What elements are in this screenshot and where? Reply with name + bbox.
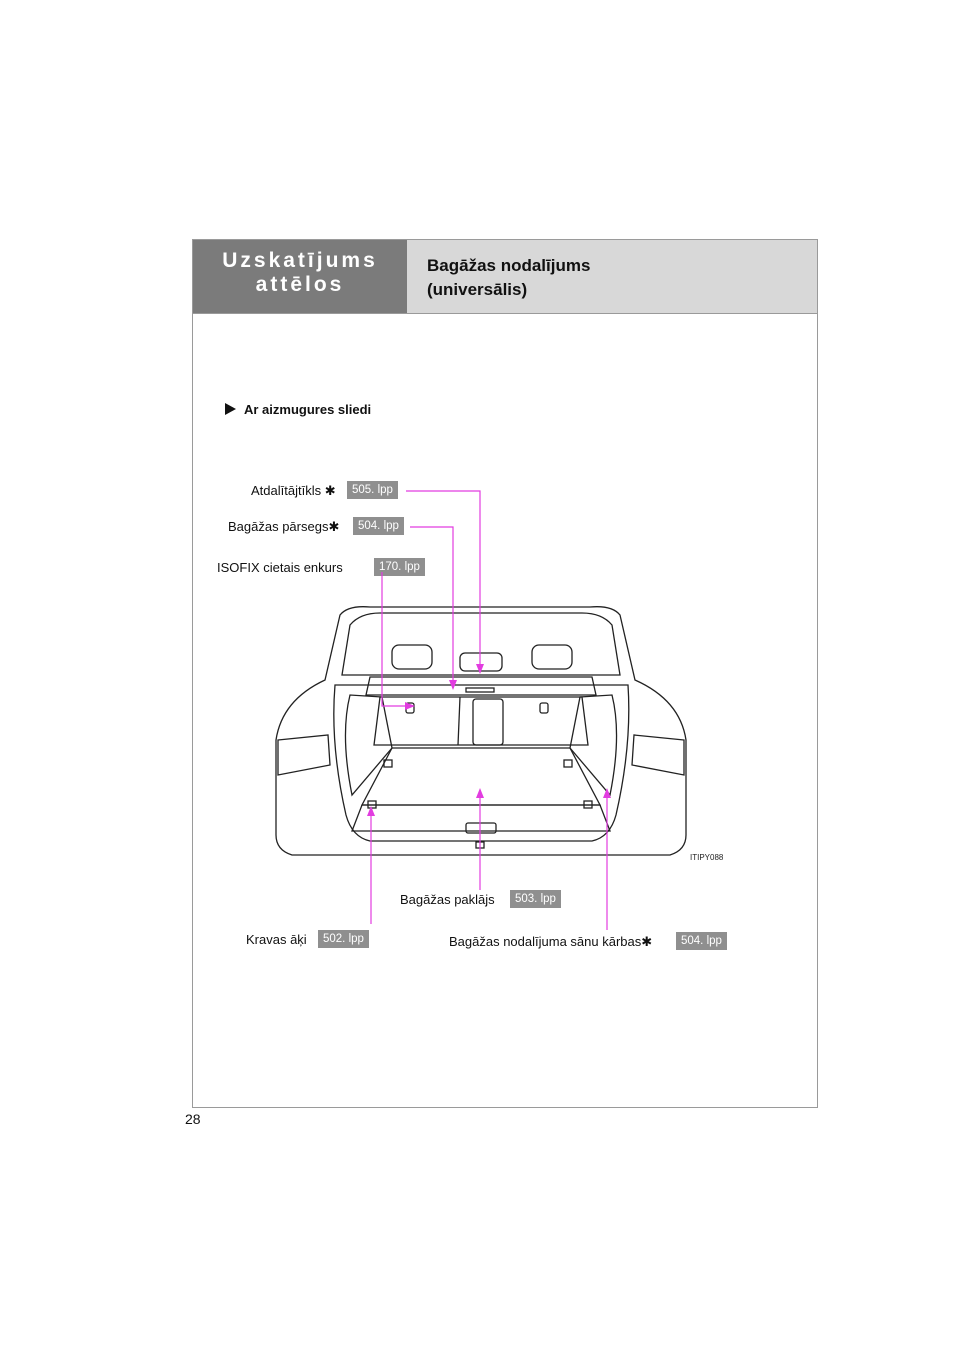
section-heading-text: Ar aizmugures sliedi (244, 402, 372, 417)
callout-label-isofix: ISOFIX cietais enkurs (217, 560, 343, 575)
chapter-tab-line2: attēlos (255, 273, 345, 296)
page-title-line1: Bagāžas nodalījums (427, 256, 591, 275)
callout-ref-cargo-hooks[interactable]: 502. lpp (318, 930, 369, 948)
section-heading (225, 402, 371, 417)
page-number: 28 (185, 1111, 201, 1127)
callout-label-partition-net: Atdalītājtīkls ✱ (251, 483, 336, 498)
callout-label-luggage-mat: Bagāžas paklājs (400, 892, 495, 907)
chapter-tab-line1: Uzskatījums (222, 249, 378, 272)
callout-ref-cargo-cover[interactable]: 504. lpp (353, 517, 404, 535)
header-divider (193, 313, 817, 314)
callout-ref-isofix[interactable]: 170. lpp (374, 558, 425, 576)
page-title (407, 240, 817, 313)
chapter-tab (193, 240, 407, 313)
figure-code: ITIPY088 (690, 853, 724, 862)
callout-label-cargo-hooks: Kravas āķi (246, 932, 307, 947)
callout-label-side-boxes: Bagāžas nodalījuma sānu kārbas✱ (449, 934, 653, 949)
callout-ref-partition-net[interactable]: 505. lpp (347, 481, 398, 499)
callout-ref-luggage-mat[interactable]: 503. lpp (510, 890, 561, 908)
callout-ref-side-boxes[interactable]: 504. lpp (676, 932, 727, 950)
triangle-bullet-icon (225, 403, 236, 415)
callout-label-cargo-cover: Bagāžas pārsegs✱ (228, 519, 340, 534)
vehicle-cargo-illustration (270, 605, 692, 860)
page-title-line2: (universālis) (427, 280, 528, 299)
